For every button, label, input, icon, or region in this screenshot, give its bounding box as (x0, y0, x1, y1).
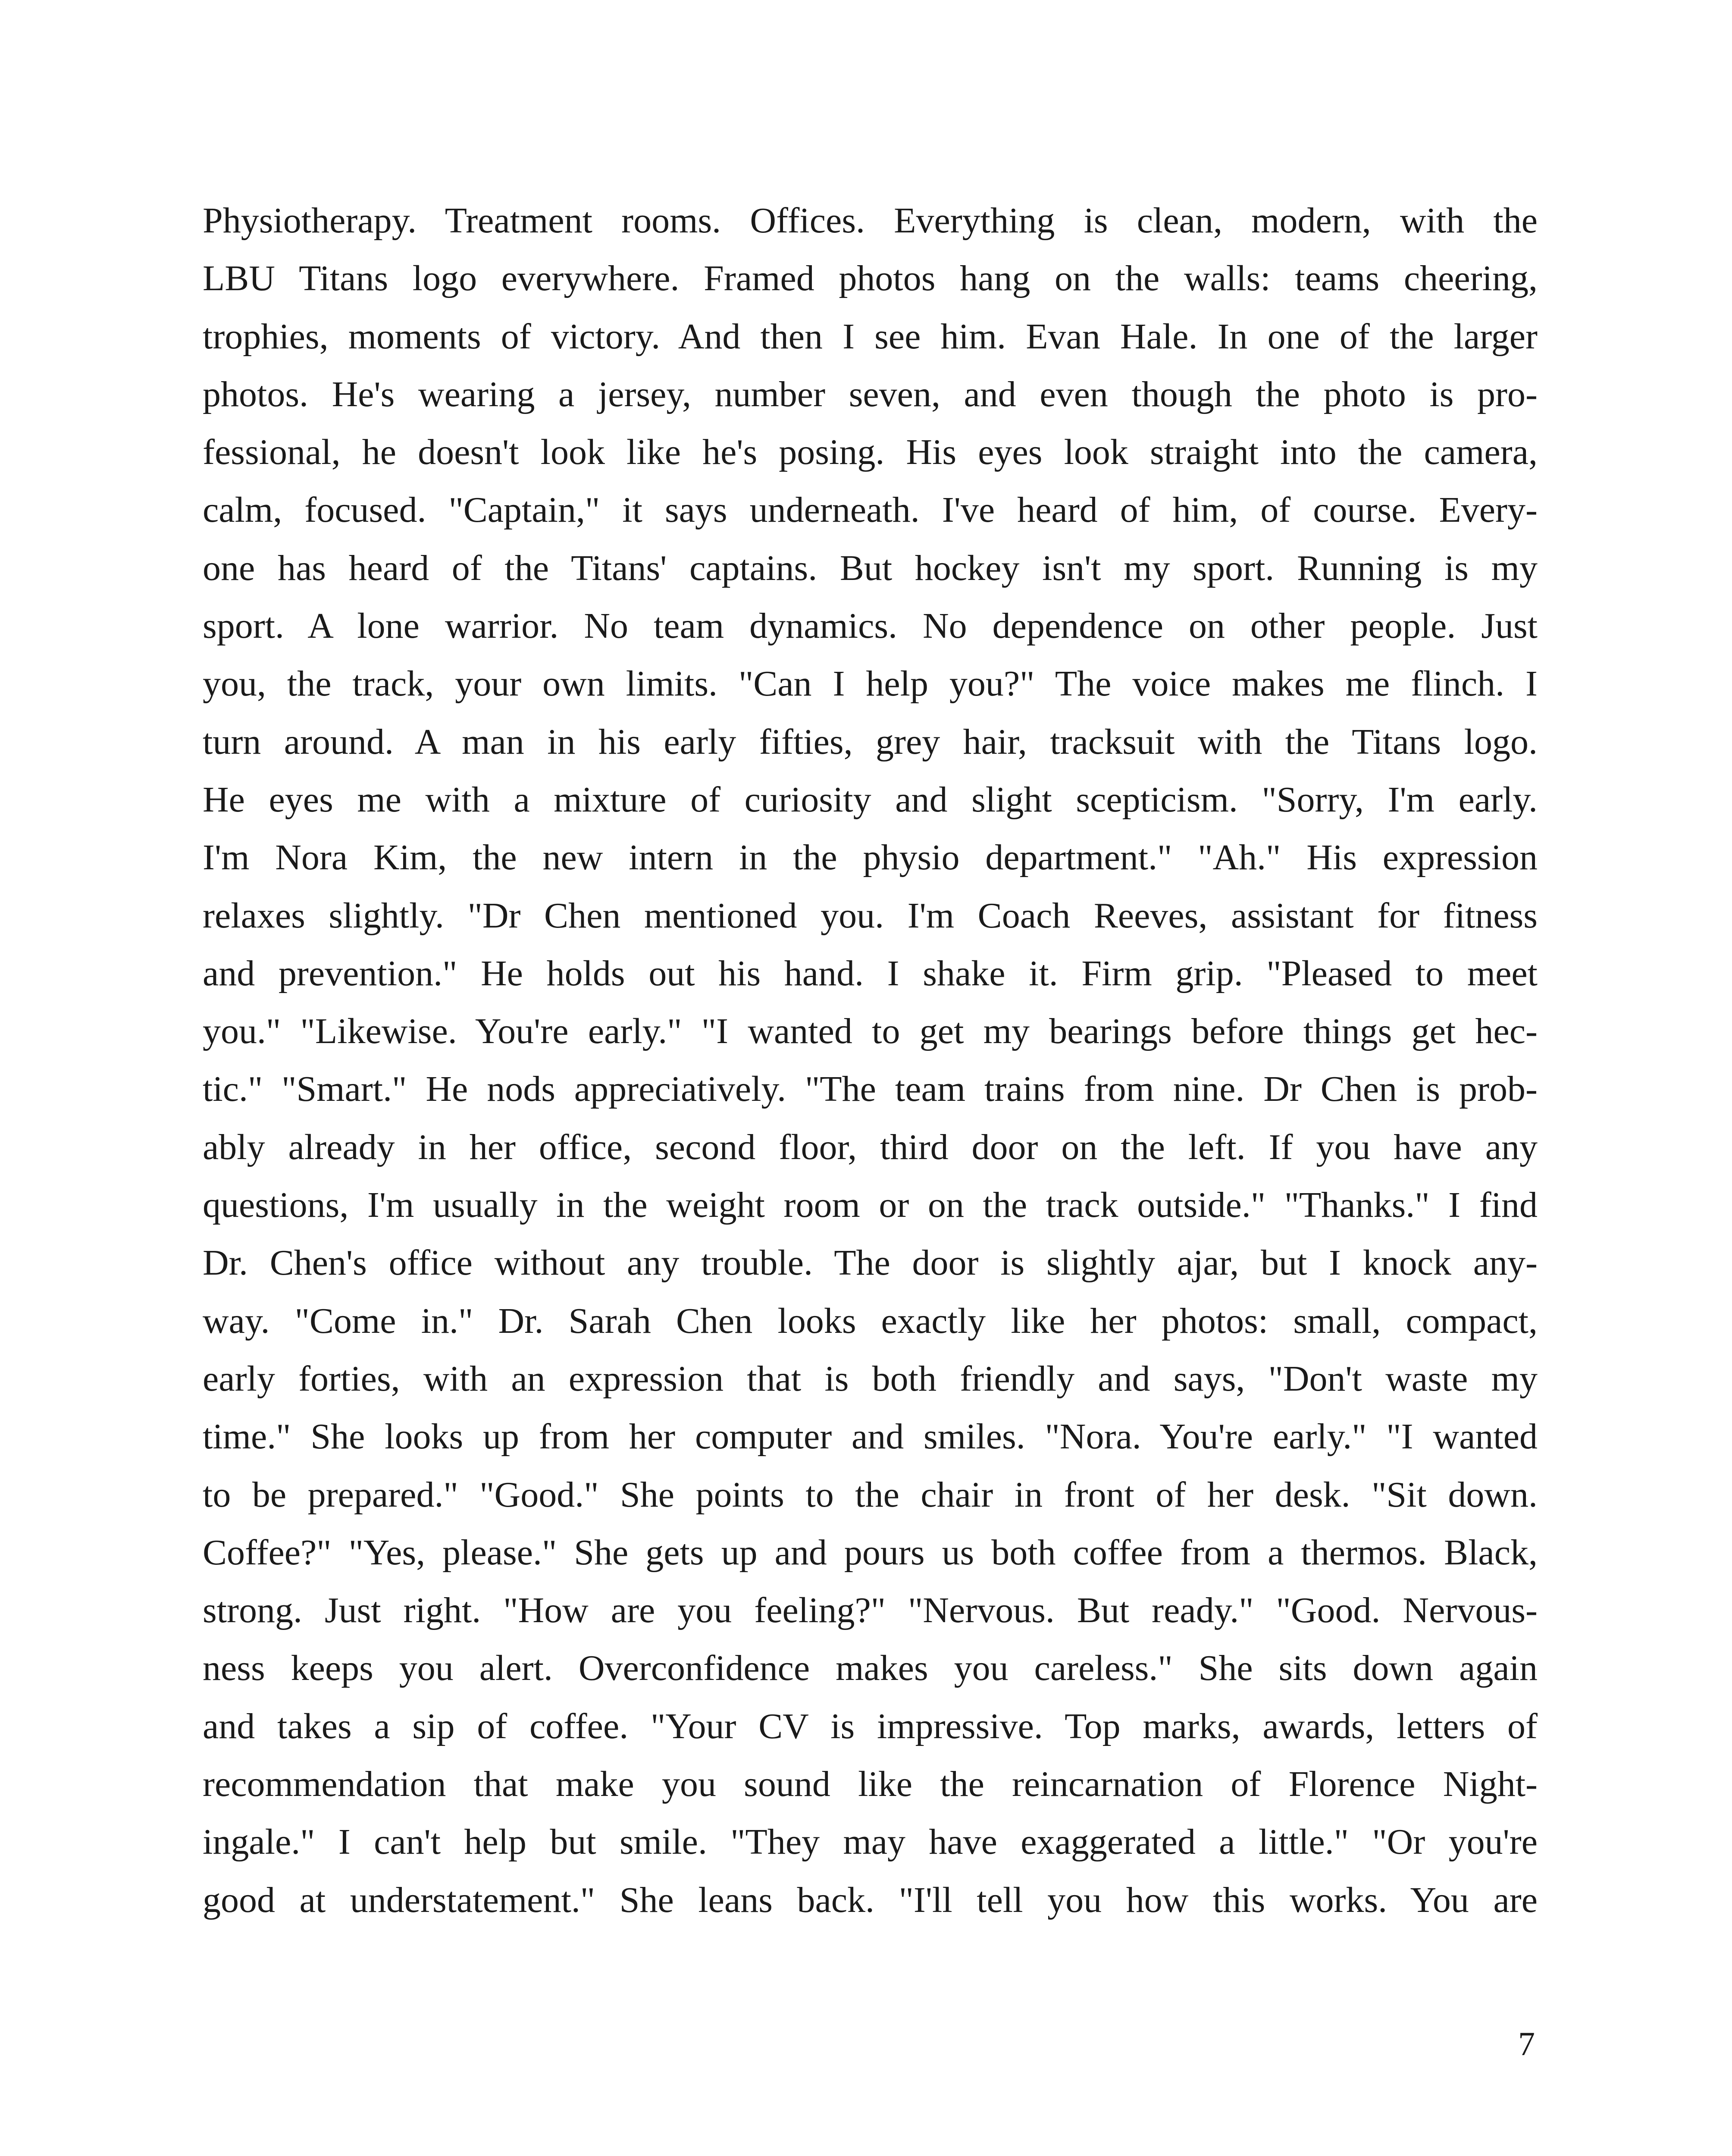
text-line: questions, I'm usually in the weight room or on the track outside." "Thanks." I find (203, 1185, 1538, 1225)
text-line: relaxes slightly. "Dr Chen mentioned you. I'm Coach Reeves, assistant for fitness (203, 895, 1538, 936)
text-line: ingale." I can't help but smile. "They may have exaggerated a little." "Or you're (203, 1822, 1538, 1862)
text-line: trophies, moments of victory. And then I see him. Evan Hale. In one of the larger (203, 316, 1538, 357)
text-line: turn around. A man in his early fifties, grey hair, tracksuit with the Titans logo. (203, 721, 1538, 762)
text-line: sport. A lone warrior. No team dynamics. No dependence on other people. Just (203, 606, 1538, 646)
text-line: good at understatement." She leans back. "I'll tell you how this works. You are (203, 1880, 1538, 1920)
text-line: calm, focused. "Captain," it says underneath. I've heard of him, of course. Every- (203, 490, 1538, 530)
text-line: Dr. Chen's office without any trouble. The door is slightly ajar, but I knock any- (203, 1243, 1538, 1283)
text-line: Coffee?" "Yes, please." She gets up and pours us both coffee from a thermos. Black, (203, 1532, 1538, 1573)
text-line: photos. He's wearing a jersey, number seven, and even though the photo is pro- (203, 374, 1538, 414)
text-line: LBU Titans logo everywhere. Framed photos hang on the walls: teams cheering, (203, 258, 1538, 299)
text-line: you." "Likewise. You're early." "I wanted to get my bearings before things get hec- (203, 1011, 1538, 1052)
text-line: recommendation that make you sound like the reincarnation of Florence Night- (203, 1764, 1538, 1805)
text-line: ness keeps you alert. Overconfidence makes you careless." She sits down again (203, 1648, 1538, 1689)
text-line: and prevention." He holds out his hand. I shake it. Firm grip. "Pleased to meet (203, 953, 1538, 993)
text-line: way. "Come in." Dr. Sarah Chen looks exactly like her photos: small, compact, (203, 1300, 1538, 1341)
body-text (203, 192, 1538, 1929)
text-line: I'm Nora Kim, the new intern in the physio department." "Ah." His expression (203, 837, 1538, 878)
page-number: 7 (1518, 2025, 1535, 2062)
text-line: strong. Just right. "How are you feeling?" "Nervous. But ready." "Good. Nervous- (203, 1590, 1538, 1631)
text-line: time." She looks up from her computer and smiles. "Nora. You're early." "I wanted (203, 1416, 1538, 1457)
text-line: Physiotherapy. Treatment rooms. Offices. Everything is clean, modern, with the (203, 201, 1538, 241)
text-line: you, the track, your own limits. "Can I help you?" The voice makes me flinch. I (203, 664, 1538, 704)
text-line: to be prepared." "Good." She points to the chair in front of her desk. "Sit down. (203, 1474, 1538, 1515)
text-line: one has heard of the Titans' captains. But hockey isn't my sport. Running is my (203, 548, 1538, 588)
text-line: early forties, with an expression that is both friendly and says, "Don't waste my (203, 1358, 1538, 1399)
text-line: tic." "Smart." He nods appreciatively. "The team trains from nine. Dr Chen is prob- (203, 1069, 1538, 1109)
text-line: ably already in her office, second floor, third door on the left. If you have any (203, 1127, 1538, 1167)
text-line: fessional, he doesn't look like he's posing. His eyes look straight into the camera, (203, 432, 1538, 473)
text-line: He eyes me with a mixture of curiosity and slight scepticism. "Sorry, I'm early. (203, 779, 1538, 820)
text-line: and takes a sip of coffee. "Your CV is impressive. Top marks, awards, letters of (203, 1706, 1538, 1746)
